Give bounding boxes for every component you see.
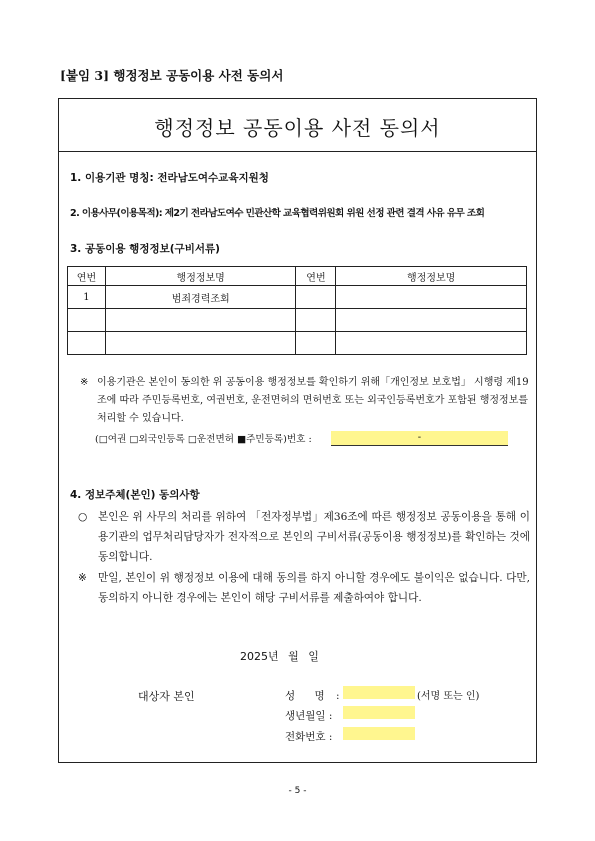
document-title: 행정정보 공동이용 사전 동의서 xyxy=(154,116,441,140)
name-label: 성 명 : xyxy=(285,690,340,702)
processing-notice xyxy=(80,374,535,428)
column-header-no: 연번 xyxy=(296,267,336,286)
section-consent: 4. 정보주체(본인) 동의사항 xyxy=(70,489,200,501)
id-number-field[interactable]: - xyxy=(331,431,508,446)
date-line: 2025년 월 일 xyxy=(240,650,319,663)
section-agency-name: 1. 이용기관 명칭: 전라남도여수교육지원청 xyxy=(70,172,269,184)
table-cell[interactable] xyxy=(68,332,106,355)
birthdate-label: 생년월일 : xyxy=(285,710,333,722)
id-type-line: (□여권 □외국인등록 □운전면허 ■주민등록)번호 : xyxy=(95,434,312,445)
table-cell[interactable]: 1 xyxy=(68,286,106,309)
page-number: - 5 - xyxy=(288,786,307,796)
birthdate-field[interactable] xyxy=(343,706,415,719)
subject-label: 대상자 본인 xyxy=(138,690,195,703)
reference-mark: ※ xyxy=(80,377,89,388)
attachment-label: [붙임 3] 행정정보 공동이용 사전 동의서 xyxy=(60,68,284,83)
reference-mark: ※ xyxy=(78,572,87,584)
table-row xyxy=(68,309,527,332)
table-cell[interactable] xyxy=(336,286,527,309)
consent-paragraph xyxy=(78,507,530,567)
circle-bullet-icon: ○ xyxy=(78,511,88,523)
processing-notice-text: 이용기관은 본인이 동의한 위 공동이용 행정정보를 확인하기 위해「개인정보 보호법」 시행령 제19조에 따라 주민등록번호, 여권번호, 운전면허의 면허번호 또는 외국인등록번호가 포함된 행정정보를 처리할 수 있습니다. xyxy=(97,377,529,424)
table-cell[interactable] xyxy=(296,286,336,309)
title-divider xyxy=(59,151,536,152)
column-header-no: 연번 xyxy=(68,267,106,286)
consent-text: 본인은 위 사무의 처리를 위하여 「전자정부법」제36조에 따른 행정정보 공동이용을 통해 이용기관의 업무처리담당자가 전자적으로 본인의 구비서류(공동이용 행정정보)를 확인하는 것에 동의합니다. xyxy=(98,511,530,563)
column-header-info-name: 행정정보명 xyxy=(105,267,296,286)
table-header-row xyxy=(68,267,527,286)
phone-field[interactable] xyxy=(343,727,415,740)
admin-info-table xyxy=(67,266,527,355)
table-cell[interactable] xyxy=(68,309,106,332)
non-consent-notice xyxy=(78,568,530,608)
table-cell[interactable] xyxy=(336,332,527,355)
non-consent-text: 만일, 본인이 위 행정정보 이용에 대해 동의를 하지 아니할 경우에도 불이익은 없습니다. 다만, 동의하지 아니한 경우에는 본인이 해당 구비서류를 제출하여야 합니다. xyxy=(98,572,530,604)
table-row xyxy=(68,332,527,355)
table-cell[interactable] xyxy=(296,332,336,355)
section-purpose: 2. 이용사무(이용목적): 제2기 전라남도여수 민관산학 교육협력위원회 위원 선정 관련 결격 사유 유무 조회 xyxy=(70,208,485,219)
table-cell[interactable] xyxy=(296,309,336,332)
name-field[interactable] xyxy=(343,686,415,699)
column-header-info-name: 행정정보명 xyxy=(336,267,527,286)
section-admin-info: 3. 공동이용 행정정보(구비서류) xyxy=(70,243,220,255)
table-cell[interactable] xyxy=(105,309,296,332)
signature-note: (서명 또는 인) xyxy=(417,691,480,702)
phone-label: 전화번호 : xyxy=(285,731,333,743)
table-cell[interactable] xyxy=(336,309,527,332)
table-cell[interactable]: 범죄경력조회 xyxy=(105,286,296,309)
table-row xyxy=(68,286,527,309)
table-cell[interactable] xyxy=(105,332,296,355)
